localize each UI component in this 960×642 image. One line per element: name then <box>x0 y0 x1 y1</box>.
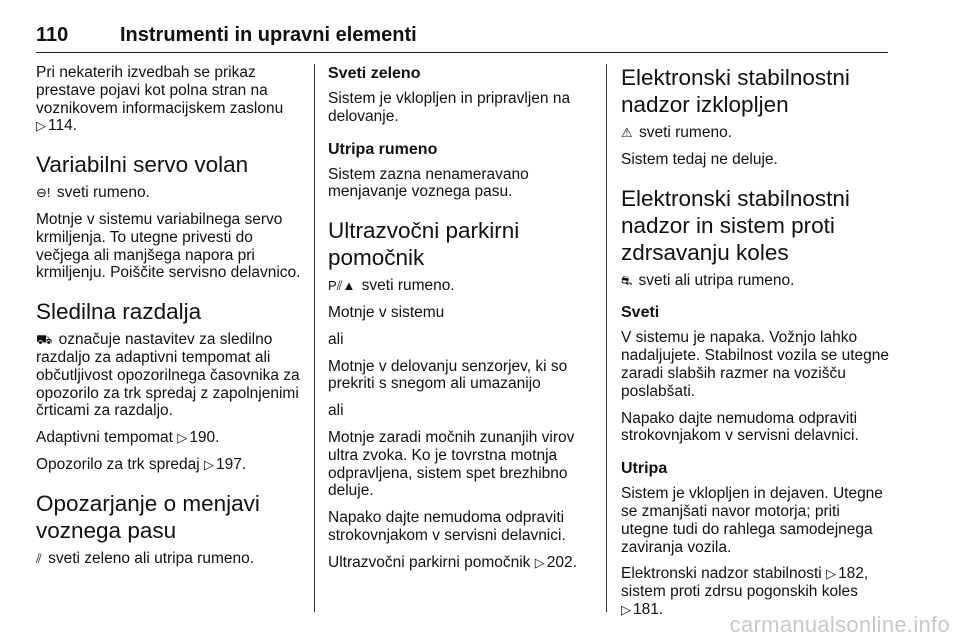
servo-indicator-line: ⊖! sveti rumeno. <box>36 184 150 202</box>
parking-or: ali <box>328 330 344 348</box>
esc-off-icon: ⚠ <box>621 125 633 140</box>
triangle-right-icon: ▷ <box>826 566 837 582</box>
esc-off-indicator-line: ⚠ sveti rumeno. <box>621 124 733 141</box>
esc-lit-paragraph: Napako dajte nemudoma odpraviti strokovnjakom v servisni delavnici. <box>621 409 859 445</box>
esc-off-description: Sistem tedaj ne deluje. <box>621 150 778 168</box>
intro-paragraph: Pri nekaterih izvedbah se prikaz prestave pojavi kot polna stran na voznikovem informacijskem zaslonu ▷ 114. <box>36 64 284 135</box>
parking-paragraph: Motnje zaradi močnih zunanjih virov ultra zvoka. Ko je tovrstna motnja odpravljena, sistem spet brezhibno deluje. <box>328 428 575 500</box>
lane-indicator-line: ⫽ sveti zeleno ali utripa rumeno. <box>36 549 255 567</box>
cross-reference[interactable]: Elektronski nadzor stabilnosti ▷ 182, sistem proti zdrsu pogonskih koles ▷ 181. <box>621 565 869 618</box>
cross-reference[interactable]: Adaptivni tempomat ▷ 190. <box>36 429 220 447</box>
column-divider <box>314 64 315 612</box>
heading-esc-traction-control: Elektronski stabilnostni nadzor in sistem proti zdrsavanju koles <box>621 185 850 265</box>
steering-warning-icon: ⊖! <box>36 185 51 201</box>
parking-indicator-line: P⫽▲ sveti rumeno. <box>328 277 455 295</box>
parking-or: ali <box>328 402 344 420</box>
heading-esc-off: Elektronski stabilnostni nadzor izklopljen <box>621 65 850 117</box>
page-number: 110 <box>36 24 69 46</box>
triangle-right-icon: ▷ <box>621 601 631 617</box>
column-2 <box>328 64 596 581</box>
column-3 <box>621 64 889 628</box>
heading-variable-power-steering: Variabilni servo volan <box>36 152 249 178</box>
amber-description: Sistem zazna nenameravano menjavanje voznega pasu. <box>328 165 529 201</box>
column-1 <box>36 64 302 577</box>
green-description: Sistem je vklopljen in pripravljen na delovanje. <box>328 90 571 125</box>
column-divider <box>606 64 607 612</box>
heading-lane-departure-warning: Opozarjanje o menjavi voznega pasu <box>36 490 260 543</box>
subheading-lit: Sveti <box>621 304 660 322</box>
subheading-flashing: Utripa <box>621 460 668 478</box>
page-header <box>36 20 888 53</box>
lane-departure-icon: ⫽ <box>36 550 42 566</box>
esc-indicator-line: ⛐ sveti ali utripa rumeno. <box>621 271 795 289</box>
cross-reference[interactable]: Ultrazvočni parkirni pomočnik ▷ 202. <box>328 553 577 571</box>
heading-following-distance: Sledilna razdalja <box>36 299 202 325</box>
heading-ultrasonic-parking-assist: Ultrazvočni parkirni pomočnik <box>328 218 520 271</box>
subheading-flashing-amber: Utripa rumeno <box>328 140 438 158</box>
triangle-right-icon: ▷ <box>204 456 214 472</box>
esc-flash-paragraph: Sistem je vklopljen in dejaven. Utegne se zmanjšati navor motorja; priti utegne tudi do rahlega samodejnega zaviranja vozila. <box>621 485 883 556</box>
parking-paragraph: Motnje v sistemu <box>328 303 445 321</box>
cross-reference[interactable]: Opozorilo za trk spredaj ▷ 197. <box>36 455 247 473</box>
distance-description: ⛟ označuje nastavitev za sledilno razdaljo za adaptivni tempomat ali občutljivost opozorilnega časovnika za opozorilo za trk spredaj z zapolnjenimi črticami za razdaljo. <box>36 331 300 420</box>
triangle-right-icon: ▷ <box>177 430 188 446</box>
page-title: Instrumenti in upravni elementi <box>120 24 417 46</box>
parking-assist-icon: P⫽▲ <box>328 278 356 294</box>
subheading-lit-green: Sveti zeleno <box>328 65 421 82</box>
servo-description: Motnje v sistemu variabilnega servo krmiljenja. To utegne privesti do večjega ali manjšega napora pri krmiljenju. Poiščite servisno delavnico. <box>36 210 301 282</box>
parking-paragraph: Motnje v delovanju senzorjev, ki so prekriti s snegom ali umazanijo <box>328 357 568 393</box>
triangle-right-icon: ▷ <box>36 118 46 134</box>
esc-lit-paragraph: V sistemu je napaka. Vožnjo lahko nadaljujete. Stabilnost vozila se utegne zaradi slabših razmer na vozišču poslabšati. <box>621 329 889 400</box>
following-distance-car-icon: ⛟ <box>36 332 53 348</box>
esc-car-skid-icon: ⛐ <box>621 272 633 288</box>
triangle-right-icon: ▷ <box>534 554 545 570</box>
parking-paragraph: Napako dajte nemudoma odpraviti strokovnjakom v servisni delavnici. <box>328 509 566 544</box>
site-watermark: carmanualsonline.info <box>729 612 950 637</box>
